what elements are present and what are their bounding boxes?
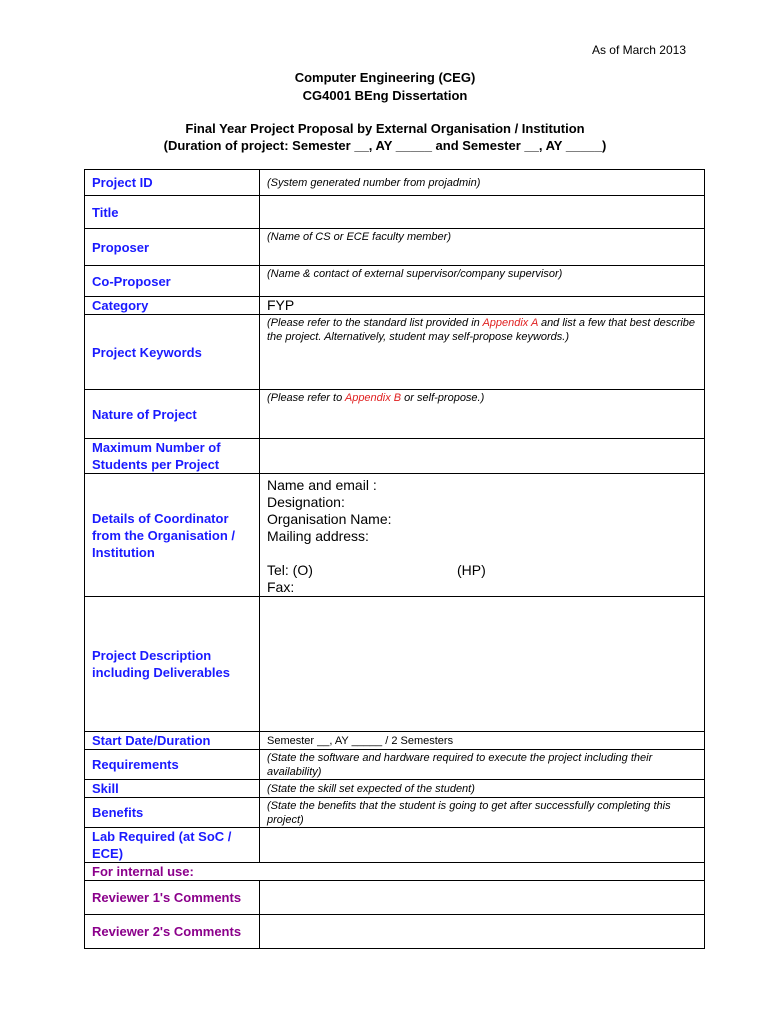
row-requirements xyxy=(85,750,705,780)
category-value: FYP xyxy=(267,297,295,313)
coordinator-field[interactable] xyxy=(260,474,705,597)
internal-use-label: For internal use: xyxy=(85,863,705,881)
skill-label: Skill xyxy=(85,780,260,798)
proposer-label: Proposer xyxy=(85,229,260,266)
benefits-field[interactable] xyxy=(260,798,705,828)
row-benefits xyxy=(85,798,705,828)
co-proposer-hint: (Name & contact of external supervisor/company supervisor) xyxy=(267,268,563,280)
duration-title: (Duration of project: Semester __, AY _____ and Semester __, AY _____) xyxy=(163,138,607,153)
lab-field[interactable] xyxy=(260,828,705,863)
row-nature xyxy=(85,390,705,439)
keywords-hint-pre: (Please refer to the standard list provided in xyxy=(267,317,483,329)
row-description xyxy=(85,597,705,732)
title-label: Title xyxy=(85,196,260,229)
requirements-field[interactable] xyxy=(260,750,705,780)
proposal-form-table xyxy=(84,169,705,949)
row-project-id xyxy=(85,170,705,196)
category-field[interactable] xyxy=(260,297,705,315)
row-category xyxy=(85,297,705,315)
row-title xyxy=(85,196,705,229)
max-students-label: Maximum Number of Students per Project xyxy=(85,439,260,474)
form-title: Final Year Project Proposal by External Organisation / Institution xyxy=(185,121,585,136)
co-proposer-label: Co-Proposer xyxy=(85,266,260,297)
appendix-a-link[interactable]: Appendix A xyxy=(482,317,538,329)
row-max-students xyxy=(85,439,705,474)
as-of-date: As of March 2013 xyxy=(591,43,686,57)
benefits-label: Benefits xyxy=(85,798,260,828)
co-proposer-field[interactable] xyxy=(260,266,705,297)
nature-hint-post: or self-propose.) xyxy=(401,392,485,404)
row-skill xyxy=(85,780,705,798)
coordinator-tel: Tel: (O) xyxy=(267,562,313,578)
module-title: CG4001 BEng Dissertation xyxy=(302,88,468,103)
reviewer-1-field[interactable] xyxy=(260,881,705,915)
requirements-hint: (State the software and hardware required to execute the project including their availability) xyxy=(267,752,653,778)
category-label: Category xyxy=(85,297,260,315)
proposer-hint: (Name of CS or ECE faculty member) xyxy=(267,231,451,243)
skill-hint: (State the skill set expected of the student) xyxy=(267,782,475,795)
project-id-label: Project ID xyxy=(85,170,260,196)
row-reviewer-2 xyxy=(85,915,705,949)
row-proposer xyxy=(85,229,705,266)
keywords-label: Project Keywords xyxy=(85,315,260,390)
description-field[interactable] xyxy=(260,597,705,732)
reviewer-1-label: Reviewer 1's Comments xyxy=(85,881,260,915)
row-co-proposer xyxy=(85,266,705,297)
coordinator-hp: (HP) xyxy=(457,562,486,578)
benefits-hint: (State the benefits that the student is going to get after successfully completing this project) xyxy=(267,800,671,826)
appendix-b-link[interactable]: Appendix B xyxy=(344,392,402,404)
lab-label: Lab Required (at SoC / ECE) xyxy=(85,828,260,863)
row-keywords xyxy=(85,315,705,390)
reviewer-2-label: Reviewer 2's Comments xyxy=(85,915,260,949)
coordinator-designation: Designation: xyxy=(267,494,345,510)
nature-hint-pre: (Please refer to xyxy=(267,392,345,404)
skill-field[interactable] xyxy=(260,780,705,798)
coordinator-tel-line xyxy=(267,562,697,579)
row-start xyxy=(85,732,705,750)
start-field[interactable] xyxy=(260,732,705,750)
reviewer-2-field[interactable] xyxy=(260,915,705,949)
nature-label: Nature of Project xyxy=(85,390,260,439)
row-reviewer-1 xyxy=(85,881,705,915)
coordinator-org-name: Organisation Name: xyxy=(267,511,392,527)
project-id-field[interactable] xyxy=(260,170,705,196)
start-value: Semester __, AY _____ / 2 Semesters xyxy=(267,734,454,747)
start-label: Start Date/Duration xyxy=(85,732,260,750)
dept-title: Computer Engineering (CEG) xyxy=(294,70,476,85)
row-internal-use xyxy=(85,863,705,881)
description-label: Project Description including Deliverables xyxy=(85,597,260,732)
nature-field[interactable] xyxy=(260,390,705,439)
coordinator-mailing: Mailing address: xyxy=(267,528,369,544)
row-lab xyxy=(85,828,705,863)
project-id-hint: (System generated number from projadmin) xyxy=(267,177,481,189)
keywords-field[interactable] xyxy=(260,315,705,390)
coordinator-label: Details of Coordinator from the Organisation / Institution xyxy=(85,474,260,597)
row-coordinator xyxy=(85,474,705,597)
proposer-field[interactable] xyxy=(260,229,705,266)
requirements-label: Requirements xyxy=(85,750,260,780)
coordinator-name-email: Name and email : xyxy=(267,477,377,493)
max-students-field[interactable] xyxy=(260,439,705,474)
title-field[interactable] xyxy=(260,196,705,229)
coordinator-fax: Fax: xyxy=(267,579,295,595)
keywords-hint-post: and list a few that best describe the project. Alternatively, student may self-propose keywords.) xyxy=(267,317,696,343)
